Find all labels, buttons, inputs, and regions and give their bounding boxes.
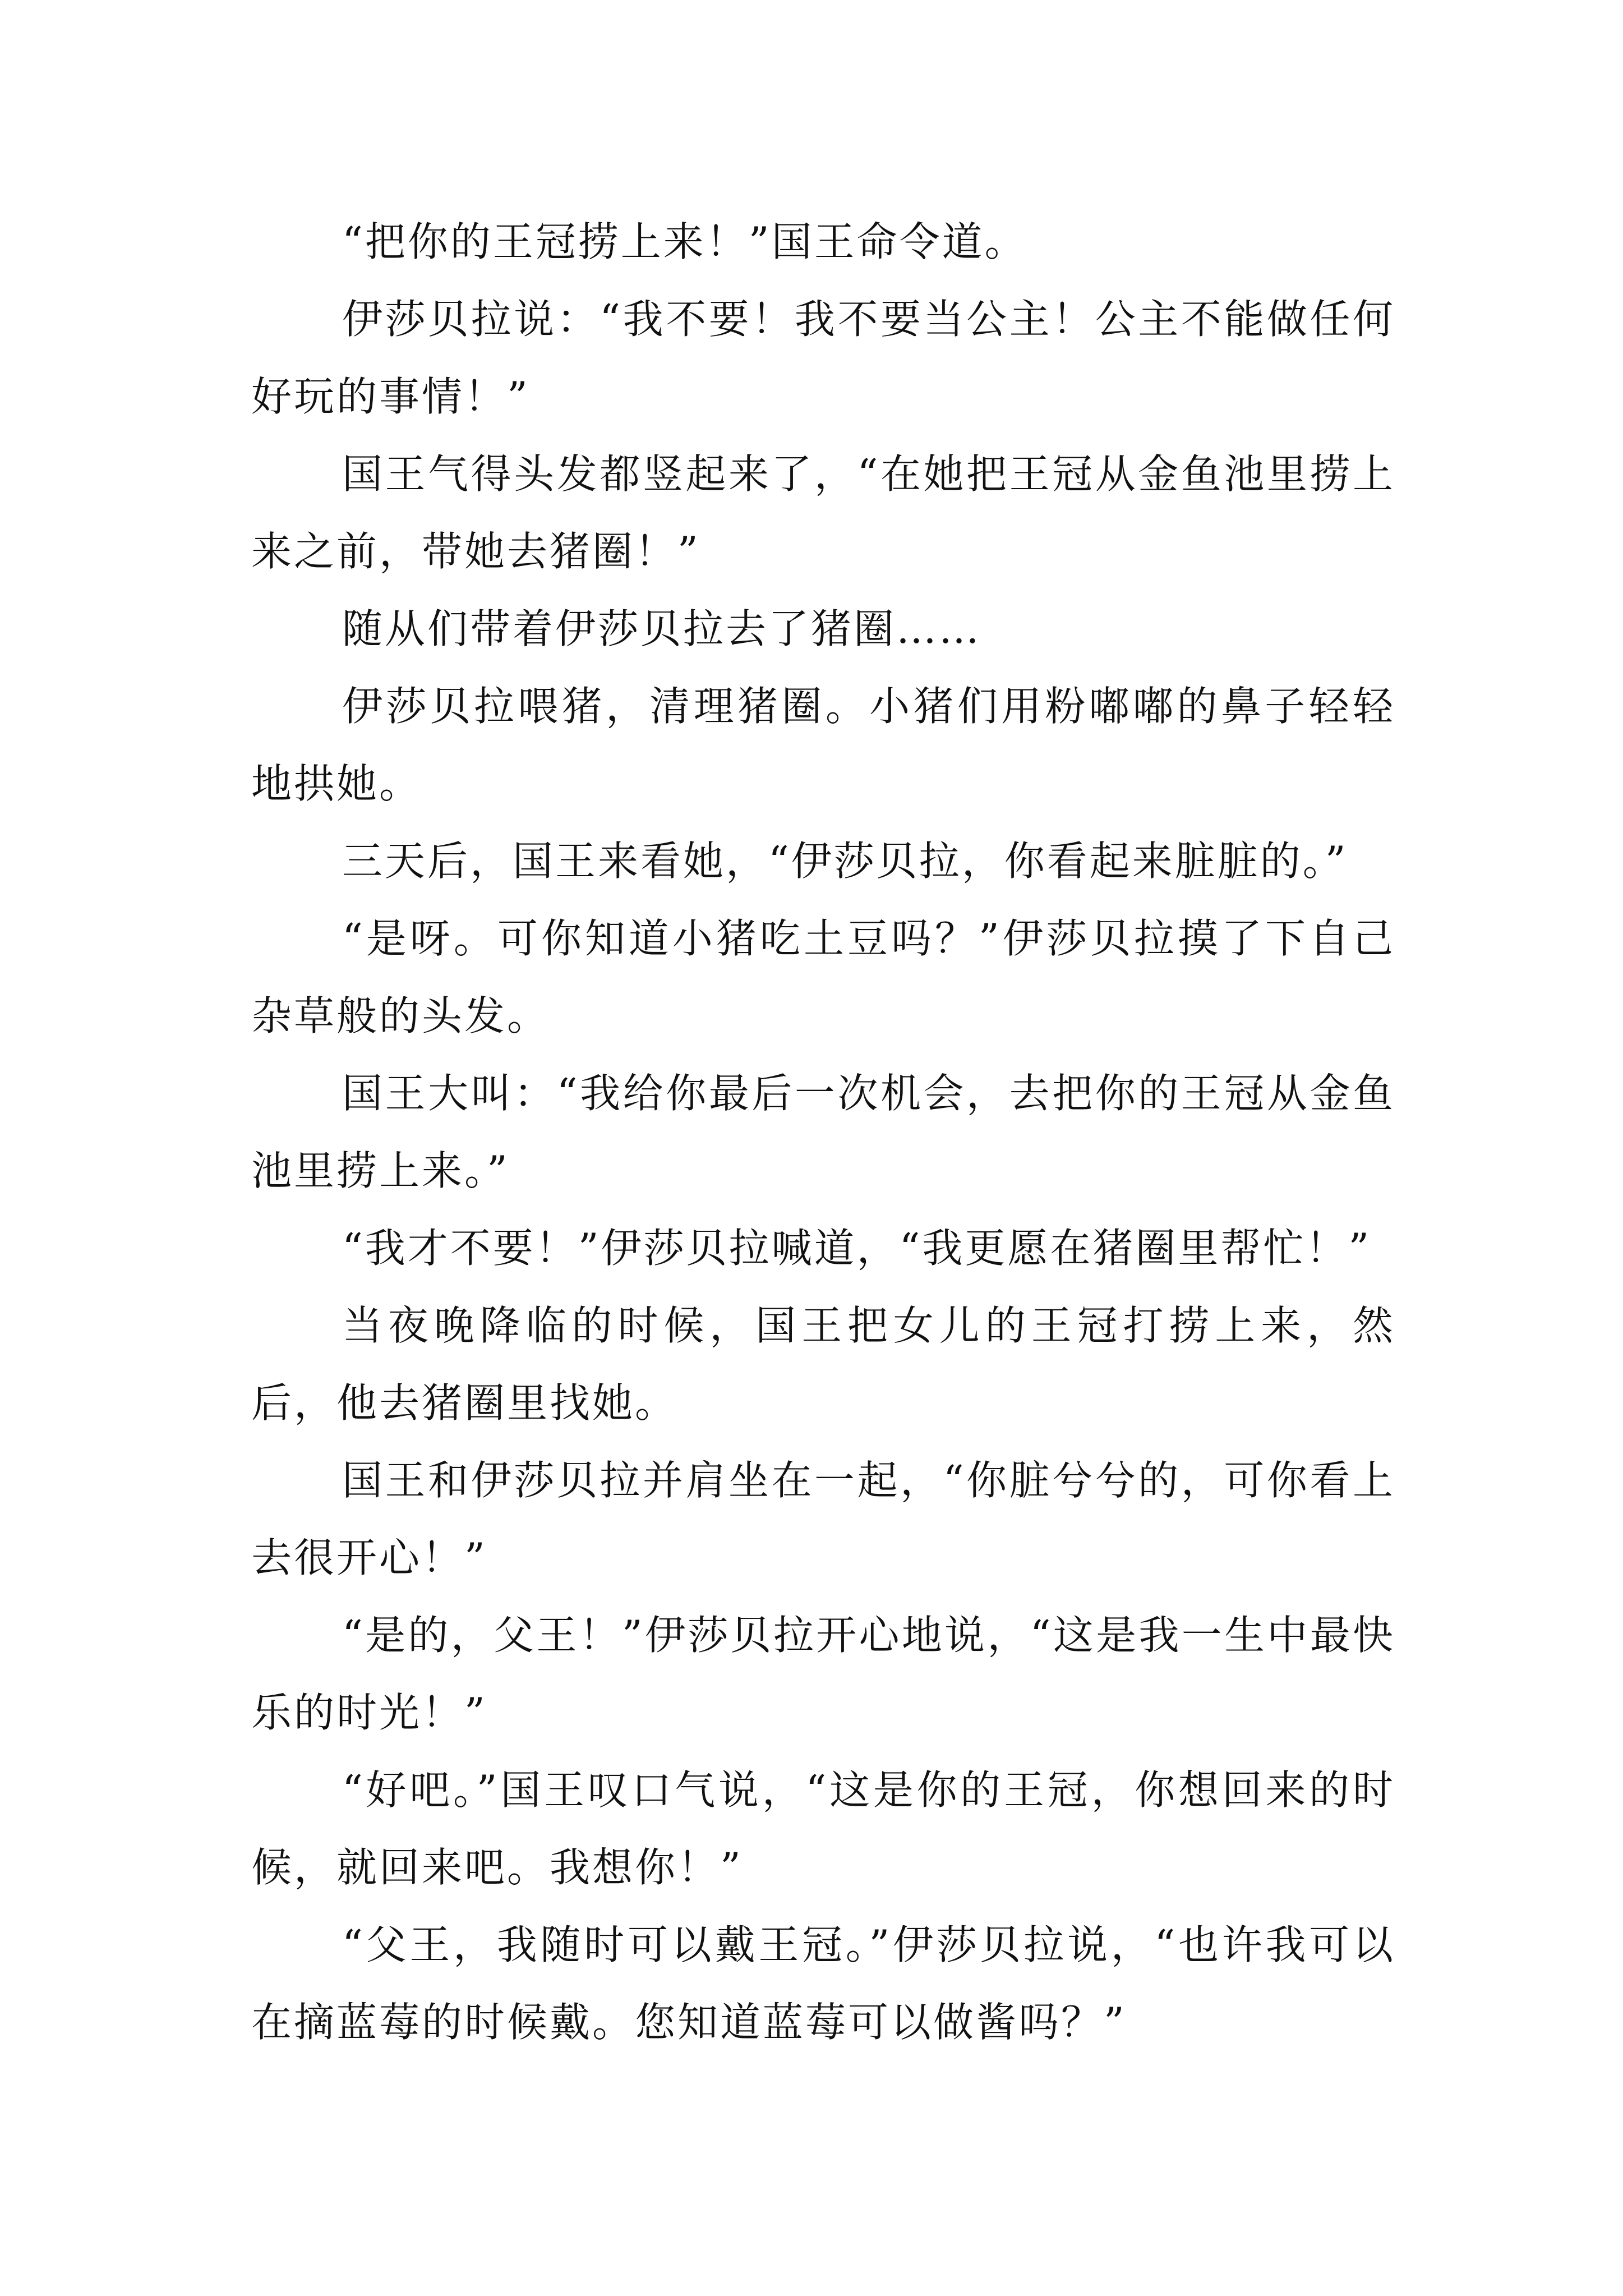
paragraph: “是呀。可你知道小猪吃土豆吗？”伊莎贝拉摸了下自己杂草般的头发。 (251, 915, 1395, 1039)
paragraph: 国王大叫：“我给你最后一次机会，去把你的王冠从金鱼池里捞上来。” (251, 1070, 1395, 1194)
story-text (251, 203, 1395, 2061)
paragraph: “是的，父王！”伊莎贝拉开心地说，“这是我一生中最快乐的时光！” (251, 1612, 1395, 1736)
paragraph: “我才不要！”伊莎贝拉喊道，“我更愿在猪圈里帮忙！” (342, 1225, 1372, 1272)
paragraph: “父王，我随时可以戴王冠。”伊莎贝拉说，“也许我可以在摘蓝莓的时候戴。您知道蓝莓可以做酱吗？” (251, 1921, 1395, 2046)
paragraph: 国王和伊莎贝拉并肩坐在一起，“你脏兮兮的，可你看上去很开心！” (251, 1457, 1395, 1581)
paragraph: 国王气得头发都竖起来了，“在她把王冠从金鱼池里捞上来之前，带她去猪圈！” (251, 450, 1395, 575)
paragraph: 三天后，国王来看她，“伊莎贝拉，你看起来脏脏的。” (342, 838, 1348, 885)
paragraph: “好吧。”国王叹口气说，“这是你的王冠，你想回来的时候，就回来吧。我想你！” (251, 1766, 1395, 1891)
paragraph: 当夜晚降临的时候，国王把女儿的王冠打捞上来，然后，他去猪圈里找她。 (251, 1302, 1395, 1427)
paragraph: 伊莎贝拉喂猪，清理猪圈。小猪们用粉嘟嘟的鼻子轻轻地拱她。 (251, 683, 1395, 807)
paragraph: “把你的王冠捞上来！”国王命令道。 (342, 218, 1027, 265)
paragraph: 伊莎贝拉说：“我不要！我不要当公主！公主不能做任何好玩的事情！” (251, 296, 1395, 420)
paragraph: 随从们带着伊莎贝拉去了猪圈…… (342, 605, 982, 652)
